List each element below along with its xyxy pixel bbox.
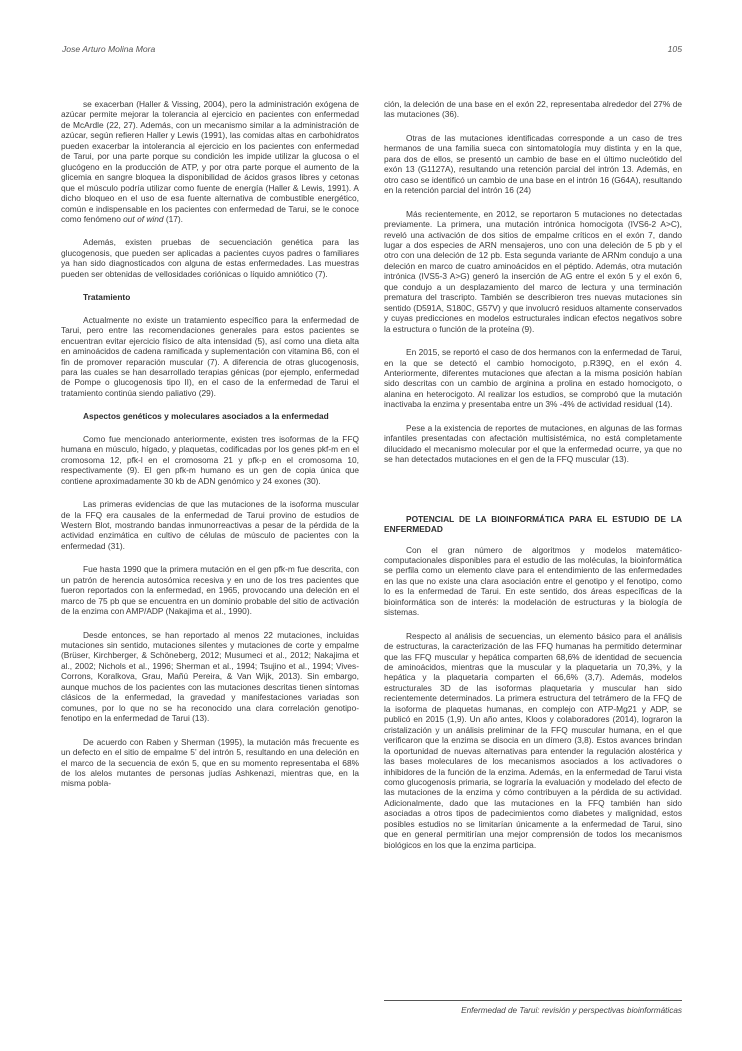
- paragraph: ción, la deleción de una base en el exón 22, representaba alrededor del 27% de las mutaciones (36).: [384, 99, 682, 120]
- paragraph: Otras de las mutaciones identificadas corresponde a un caso de tres hermanos de una familia sueca con sintomatología muy distinta y en la que, para dos de ellos, se presentó un cambio de base en el último nucleótido del exón 13 (G1127A), resultando una retención parcial del intrón 13. Además, en otro caso se identificó un cambio de una base en el intrón 16 (G64A), resultando en la retención parcial del intrón 16 (24): [384, 132, 682, 196]
- paragraph: De acuerdo con Raben y Sherman (1995), la mutación más frecuente es un defecto en el sitio de empalme 5’ del intrón 5, resultando en una deleción en el marco de la secuencia de exón 5, que en su momento representaba el 68% de los alelos mutantes de personas judías Ashkenazi, mientras que, en la misma pobla-: [61, 736, 359, 789]
- paragraph: Las primeras evidencias de que las mutaciones de la isoforma muscular de la FFQ era causales de la enfermedad de Tarui provino de estudios de Western Blot, mostrando bandas inmunorreactivas a pesar de la pérdida de la actividad enzimática en cultivo de células de músculo de pacientes con la enfermedad (31).: [61, 499, 359, 551]
- page-number: 105: [667, 44, 682, 54]
- paragraph-text: (17).: [163, 213, 183, 224]
- section-heading-potencial: POTENCIAL DE LA BIOINFORMÁTICA PARA EL ESTUDIO DE LA ENFERMEDAD: [384, 513, 682, 535]
- paragraph: En 2015, se reportó el caso de dos hermanos con la enfermedad de Tarui, en la que se detectó el cambio homocigoto, p.R39Q, en el exón 4. Anteriormente, diferentes mutaciones que afectan a la misma posición habían sido descritas con un cambio de arginina a prolina en estado homocigoto, o alanina en heterocigoto. Al realizar los estudios, se comprobó que la mutación inactivaba la enzima y presentaba entre un 3% -4% de actividad residual (14).: [384, 347, 682, 410]
- paragraph: Con el gran número de algoritmos y modelos matemático-computacionales disponibles para el estudio de las moléculas, la bioinformática se perfila como un elemento clave para el entendimiento de las enfermedades en las que no existe una clara asociación entre el genotipo y el fenotipo, como lo es la enfermedad de Tarui. En este sentido, dos áreas específicas de la bioinformática son de interés: la modelación de estructuras y la biología de sistemas.: [384, 544, 682, 618]
- paragraph: Como fue mencionado anteriormente, existen tres isoformas de la FFQ humana en músculo, hígado, y plaquetas, codificadas por los genes pkf-m en el cromosoma 12, pfk-l en el cromosoma 21 y pfk-p en el cromosoma 10, respectivamente (9). El gen pfk-m humano es un gen de copia única que contiene aproximadamente 30 kb de ADN genómico y 24 exones (30).: [61, 433, 359, 486]
- paragraph: Pese a la existencia de reportes de mutaciones, en algunas de las formas infantiles presentadas con afectación multisistémica, no está completamente dilucidado el mecanismo molecular por el que la enfermedad ocurre, ya que no se han detectados mutaciones en el gen de la FFQ muscular (13).: [384, 422, 682, 465]
- italic-term: out of wind: [123, 213, 164, 224]
- paragraph: Además, existen pruebas de secuenciación genética para las glucogenosis, que pueden ser aplicadas a pacientes cuyos padres o familiares ya han sido diagnosticados con alguna de estas enfermedades. Las muestras pueden ser obtenidas de vellosidades coriónicas o líquido amniótico (7).: [61, 237, 359, 279]
- running-footer-title: Enfermedad de Tarui: revisión y perspectivas bioinformáticas: [461, 1006, 682, 1015]
- section-heading-aspectos: Aspectos genéticos y moleculares asociados a la enfermedad: [83, 411, 329, 422]
- paragraph: Actualmente no existe un tratamiento específico para la enfermedad de Tarui, pero entre las recomendaciones generales para estos pacientes se encuentran evitar ejercicio físico de alta intensidad (5), así como una dieta alta en aminoácidos de cadena ramificada y suplementación con vitamina B6, con el fin de promover reparación muscular (7). A diferencia de otras glucogenosis, para las cuales se han desarrollado terapias génicas (por ejemplo, enfermedad de Pompe o glucogenosis tipo II), en el caso de la enfermedad de Tarui el tratamiento continúa siendo paliativo (29).: [61, 314, 359, 398]
- paragraph: [61, 99, 359, 224]
- section-heading-tratamiento: Tratamiento: [83, 292, 131, 303]
- paragraph: Desde entonces, se han reportado al menos 22 mutaciones, incluidas mutaciones sin sentido, mutaciones silentes y mutaciones de corte y empalme (Brüser, Kirchberger, & Schöneberg, 2012; Musumeci et al., 2012; Nakajima et al., 2002; Nichols et al., 1996; Sherman et al., 1994; Tsujino et al., 1994; Vives-Corrons, Koralkova, Grau, Mañú Pereira, & Van Wijk, 2013). Sin embargo, aunque muchos de los pacientes con las mutaciones descritas tienen síntomas clásicos de la enfermedad, la gravedad y manifestaciones variadas son comunes, por lo que no se ha reconocido una clara correlación genotipo-fenotipo en la enfermedad de Tarui (13).: [61, 629, 359, 724]
- paragraph: Respecto al análisis de secuencias, un elemento básico para el análisis de estructuras, la caracterización de las FFQ humanas ha permitido determinar que las FFQ muscular y hepática comparten 68,6% de identidad de secuencia de aminoácidos, mientras que la muscular y la plaquetaria un 70,3%, y la hepática y la plaquetaria comparten el 66,6% (3,7). Además, modelos estructurales 3D de las isoformas plaquetaria y muscular han sido recientemente determinados. La primera estructura del tetrámero de la FFQ de la isoforma de plaquetas humanas, en complejo con ATP-Mg21 y ADP, se publicó en 2015 (1,9). Un año antes, Kloos y colaboradores (2014), lograron la cristalización y un análisis preliminar de la FFQ muscular humana, en el que verificaron que la enzima se disocia en un dímero (3,8). Estos avances brindan la oportunidad de nuevas alternativas para entender la regulación alostérica y las bases moleculares de los mecanismos asociados a los activadores o inhibidores de la función de la enzima. Además, en la enfermedad de Tarui vista como glucogenosis primaria, se lograría la evaluación y modelado del efecto de las mutaciones de la enzima y cómo contribuyen a la pérdida de su actividad. Adicionalmente, dado que las mutaciones en la FFQ también han sido asociadas a otros tipos de padecimientos como diabetes y malignidad, estos posibles estudios no se limitarían únicamente a la enfermedad de Tarui, sino que en general permitirían una mejor comprensión de todos los mecanismos biológicos en los que la enzima participa.: [384, 630, 682, 850]
- paragraph: Fue hasta 1990 que la primera mutación en el gen pfk-m fue descrita, con un patrón de herencia autosómica recesiva y en uno de los tres pacientes que fueron reportados con la enfermedad, en 1965, provocando una deleción en el marco de 75 pb que se encuentra en un dominio probable del sitio de activación de la enzima con AMP/ADP (Nakajima et al., 1990).: [61, 564, 359, 617]
- running-header-author: Jose Arturo Molina Mora: [62, 44, 156, 54]
- section-spacer: [384, 478, 682, 514]
- paragraph-text: se exacerban (Haller & Vissing, 2004), pero la administración exógena de azúcar permite mejorar la tolerancia al ejercicio en pacientes con enfermedad de McArdle (22, 27). Además, con un mecanismo similar a la administración de azúcar, según refieren Haller y Lewis (1991), las comidas altas en carbohidratos pueden exacerbar la intolerancia al ejercicio en los pacientes con enfermedad de Tarui, por una parte porque su condición les impide utilizar la glucosa o el glucógeno en la producción de ATP, y por otra parte porque el aumento de la glicemia en sangre bloquea la disponibilidad de ácidos grasos libres y cetonas que el músculo podría utilizar como fuente de energía (Haller & Lewis, 1991). A dicho bloqueo en el uso de esa fuente alternativa de combustible energético, común e indispensable en los pacientes con enfermedad de Tarui, se le conoce como fenómeno: [61, 99, 359, 224]
- paragraph: Más recientemente, en 2012, se reportaron 5 mutaciones no detectadas previamente. La primera, una mutación intrónica homocigota (IVS6-2 A>C), reveló una activación de dos sitios de empalme críticos en el exón 7, dando lugar a dos especies de ARN mensajeros, uno con una deleción de 5 pb y el otro con una deleción de 12 pb. Esta segunda variante de ARNm condujo a una deleción en marco de cuatro aminoácidos en el péptido. Además, otra mutación intrónica (IVS5-3 A>G) generó la inserción de AG entre el exón 5 y el exón 6, que condujo a un desplazamiento del marco de lectura y una terminación prematura del trascripto. También se describieron tres nuevas mutaciones sin sentido (D591A, S180C, G57V) y que involucró residuos altamente conservados y cuyas predicciones en modelos estructurales indican efectos negativos sobre la estructura o función de la proteína (9).: [384, 208, 682, 334]
- footer-rule: [384, 1000, 682, 1001]
- right-column: [384, 99, 682, 863]
- left-column: [61, 99, 359, 802]
